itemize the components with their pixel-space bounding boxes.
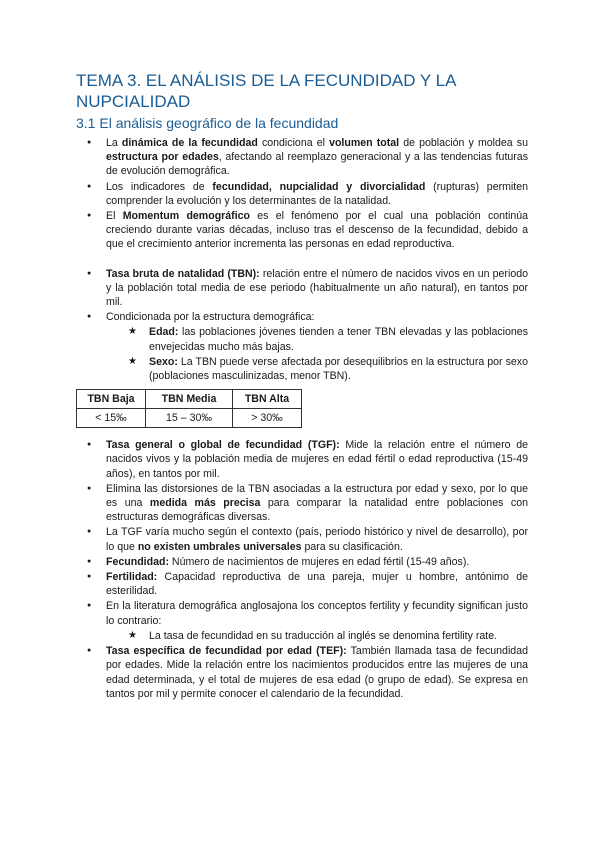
bullet-fertilidad: ● Fertilidad: Capacidad reproductiva de una pareja, mujer u hombre, antónimo de esterilidad. bbox=[76, 570, 528, 598]
sub-bullet-sexo: ★ Sexo: La TBN puede verse afectada por desequilibrios en la estructura por sexo (poblaciones masculinizadas, menor TBN). bbox=[76, 355, 528, 383]
bullet-list-3 bbox=[76, 438, 528, 701]
bullet-literatura: ● En la literatura demográfica anglosajona los conceptos fertility y fecundity significan justo lo contrario: bbox=[76, 599, 528, 627]
bullet-list-1 bbox=[76, 136, 528, 252]
bullet-tbn: ● Tasa bruta de natalidad (TBN): relación entre el número de nacidos vivos en un periodo y la población total media de ese periodo (habitualmente un año natural), en tantos por mil. bbox=[76, 267, 528, 310]
tbn-alta-value: > 30‰ bbox=[233, 409, 302, 428]
tbn-table bbox=[76, 389, 302, 428]
bullet-elimina: ● Elimina las distorsiones de la TBN asociadas a la estructura por edad y sexo, por lo que es una medida más precisa para comparar la natalidad entre poblaciones con estructuras demográficas diversas. bbox=[76, 482, 528, 525]
bullet-tgf-varia: ● La TGF varía mucho según el contexto (país, periodo histórico y nivel de desarrollo), por lo que no existen umbrales universales para su clasificación. bbox=[76, 525, 528, 553]
bullet-momentum: ● El Momentum demográfico es el fenómeno por el cual una población continúa creciendo durante varias décadas, incluso tras el descenso de la fecundidad, debido a que el crecimiento anterior incrementa las personas en edad reproductiva. bbox=[76, 209, 528, 252]
bullet-list-2 bbox=[76, 267, 528, 384]
document-page bbox=[76, 70, 528, 702]
bullet-dinamica: ● La dinámica de la fecundidad condiciona el volumen total de población y moldea su estructura por edades, afectando al reemplazo generacional y a las tendencias futuras de evolución demográfica. bbox=[76, 136, 528, 179]
tbn-baja-value: < 15‰ bbox=[77, 409, 146, 428]
tbn-alta-header: TBN Alta bbox=[233, 390, 302, 409]
tbn-baja-header: TBN Baja bbox=[77, 390, 146, 409]
section-heading: 3.1 El análisis geográfico de la fecundidad bbox=[76, 115, 339, 131]
page-title: TEMA 3. EL ANÁLISIS DE LA FECUNDIDAD Y LA NUPCIALIDAD bbox=[76, 71, 456, 111]
bullet-condicionada: ● Condicionada por la estructura demográfica: bbox=[76, 310, 528, 324]
sub-bullet-edad: ★ Edad: las poblaciones jóvenes tienden a tener TBN elevadas y las poblaciones envejecidas mucho más bajas. bbox=[76, 325, 528, 353]
bullet-fecundidad: ● Fecundidad: Número de nacimientos de mujeres en edad fértil (15-49 años). bbox=[76, 555, 528, 569]
tbn-media-value: 15 – 30‰ bbox=[146, 409, 233, 428]
bullet-indicadores: ● Los indicadores de fecundidad, nupcialidad y divorcialidad (rupturas) permiten comprender la evolución y los determinantes de la natalidad. bbox=[76, 180, 528, 208]
sub-bullet-fertility-rate: ★ La tasa de fecundidad en su traducción al inglés se denomina fertility rate. bbox=[76, 629, 528, 643]
bullet-tgf: ● Tasa general o global de fecundidad (TGF): Mide la relación entre el número de nacidos vivos y la población media de mujeres en edad fértil o edad reproductiva (15-49 años), en tantos por mil. bbox=[76, 438, 528, 481]
tbn-media-header: TBN Media bbox=[146, 390, 233, 409]
bullet-tef: ● Tasa específica de fecundidad por edad (TEF): También llamada tasa de fecundidad por edades. Mide la relación entre los nacimientos producidos entre las mujeres de una edad determinada, y el total de mujeres de esa edad (o grupo de edad). Se expresa en tantos por mil y permite conocer el calendario de la fecundidad. bbox=[76, 644, 528, 701]
